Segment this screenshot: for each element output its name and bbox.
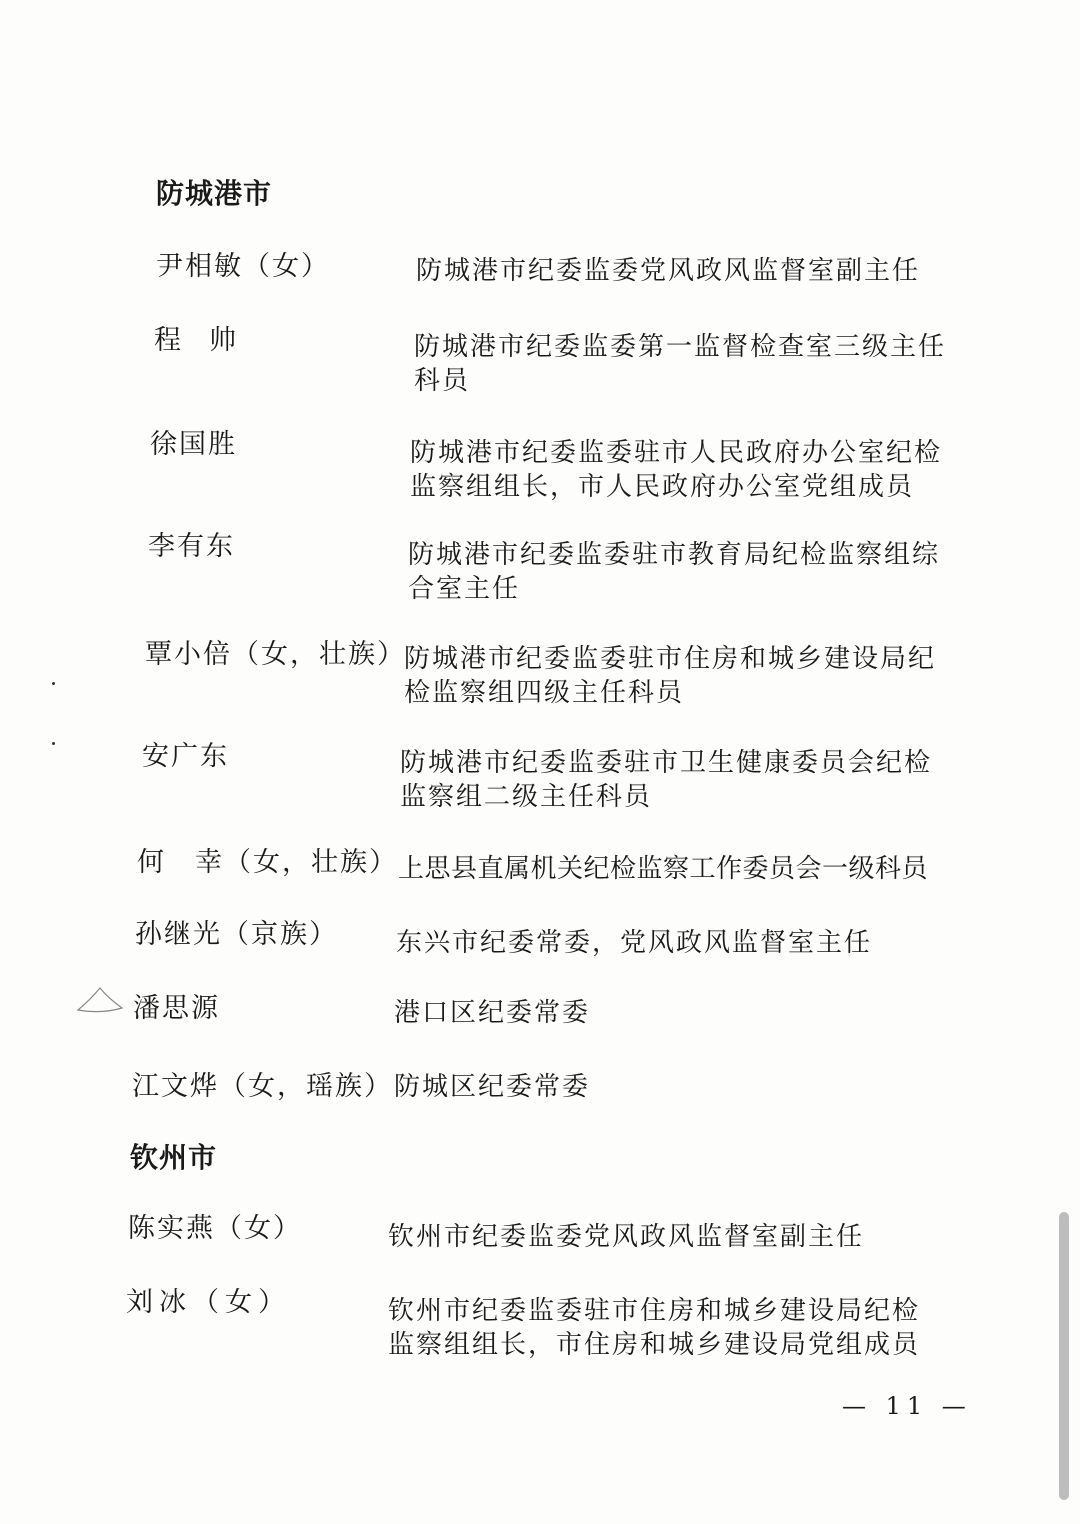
entry-name: 徐国胜 — [150, 429, 237, 460]
entry-name: 刘冰（女） — [126, 1287, 291, 1318]
entry-role: 东兴市纪委常委，党风政风监督室主任 — [396, 928, 873, 958]
entry-name: 陈实燕（女） — [128, 1213, 302, 1244]
entry-name: 潘思源 — [133, 993, 220, 1024]
entry-role: 防城港市纪委监委党风政风监督室副主任 — [416, 256, 921, 286]
entry-name: 李有东 — [148, 531, 235, 562]
page-number: — 11 — — [842, 1392, 972, 1420]
entry-name: 江文烨（女，瑶族） — [132, 1071, 393, 1102]
entry-role: 防城港市纪委监委驻市卫生健康委员会纪检监察组二级主任科员 — [400, 748, 933, 812]
section-title-qinzhou: 钦州市 — [130, 1141, 218, 1174]
entry-role: 钦州市纪委监委驻市住房和城乡建设局纪检监察组组长，市住房和城乡建设局党组成员 — [388, 1296, 921, 1360]
entry-name: 安广东 — [142, 741, 229, 772]
entry-role: 防城港市纪委监委驻市教育局纪检监察组综合室主任 — [408, 540, 941, 604]
section-title-fangchenggang: 防城港市 — [156, 177, 273, 210]
entry-role: 防城港市纪委监委第一监督检查室三级主任科员 — [414, 332, 947, 396]
entry-role: 防城区纪委常委 — [394, 1072, 591, 1102]
entry-role: 防城港市纪委监委驻市住房和城乡建设局纪检监察组四级主任科员 — [404, 644, 937, 708]
entry-name: 何 幸（女，壮族） — [137, 847, 398, 878]
entry-role: 钦州市纪委监委党风政风监督室副主任 — [388, 1222, 865, 1252]
pencil-mark-icon — [76, 984, 124, 1014]
entry-name: 程帅 — [154, 325, 264, 356]
entry-role: 港口区纪委常委 — [394, 998, 591, 1028]
entry-role: 防城港市纪委监委驻市人民政府办公室纪检监察组组长，市人民政府办公室党组成员 — [410, 438, 943, 502]
entry-name: 覃小倍（女，壮族） — [145, 639, 406, 670]
scan-dot — [52, 742, 55, 745]
entry-role: 上思县直属机关纪检监察工作委员会一级科员 — [398, 854, 929, 884]
entry-name: 孙继光（京族） — [135, 919, 338, 950]
scrollbar-thumb[interactable] — [1059, 1212, 1069, 1500]
entry-name: 尹相敏（女） — [156, 251, 330, 282]
scan-dot — [52, 682, 55, 685]
